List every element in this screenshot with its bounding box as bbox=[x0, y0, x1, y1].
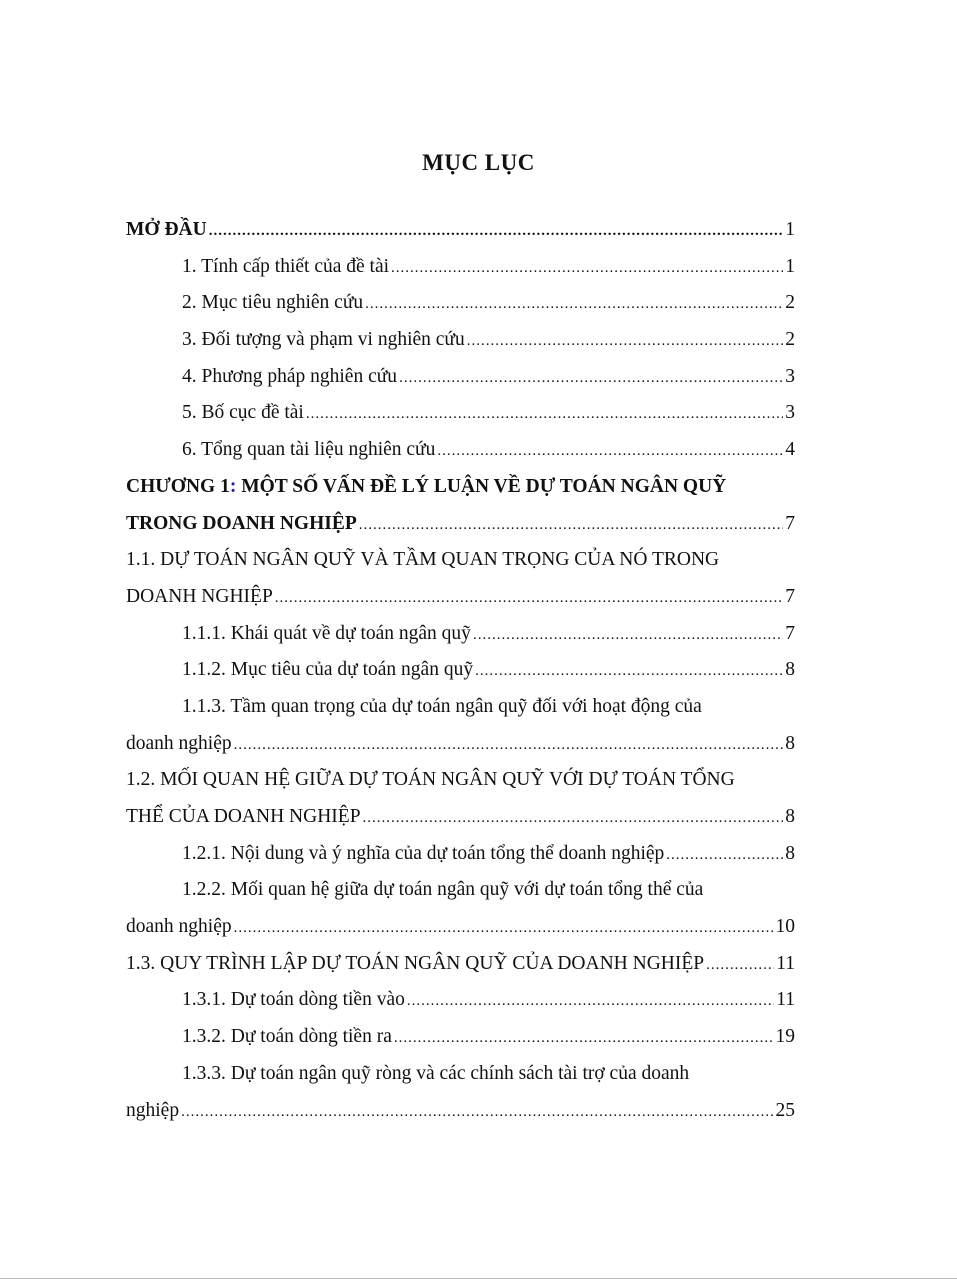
toc-leader bbox=[437, 432, 783, 470]
chapter-colon: : bbox=[229, 475, 237, 497]
toc-entry-text: 1.2.1. Nội dung và ý nghĩa của dự toán tổng thể doanh nghiệp bbox=[182, 842, 665, 864]
toc-entry[interactable] bbox=[126, 946, 795, 983]
toc-entry[interactable] bbox=[126, 212, 795, 249]
toc-entry[interactable] bbox=[126, 652, 795, 689]
page-title: MỤC LỤC bbox=[422, 150, 535, 175]
toc-page-number: 2 bbox=[785, 329, 795, 351]
toc-entry-text: 1.1.1. Khái quát về dự toán ngân quỹ bbox=[182, 622, 471, 644]
toc-entry[interactable] bbox=[126, 799, 795, 836]
toc-entry[interactable] bbox=[126, 616, 795, 653]
toc-entry-text: TRONG DOANH NGHIỆP bbox=[126, 512, 357, 534]
toc-page-number: 8 bbox=[785, 842, 795, 864]
toc-leader bbox=[399, 359, 783, 397]
toc-page-number: 7 bbox=[785, 585, 795, 607]
toc-chapter-heading[interactable] bbox=[126, 469, 795, 506]
toc-entry[interactable] bbox=[126, 322, 795, 359]
toc-entry-text: 1.1.2. Mục tiêu của dự toán ngân quỹ bbox=[182, 659, 474, 681]
toc-entry[interactable] bbox=[126, 726, 795, 763]
toc-entry-text: 6. Tổng quan tài liệu nghiên cứu bbox=[182, 439, 436, 461]
toc-entry[interactable] bbox=[126, 982, 795, 1019]
toc-page-number: 19 bbox=[775, 1026, 795, 1048]
toc-page-number: 11 bbox=[776, 989, 795, 1011]
toc-entry-wrapped[interactable] bbox=[126, 872, 795, 909]
toc-entry-wrapped[interactable] bbox=[126, 689, 795, 726]
toc-page-number: 4 bbox=[785, 439, 795, 461]
toc-page-number: 8 bbox=[785, 659, 795, 681]
toc-entry-text: doanh nghiệp bbox=[126, 732, 232, 754]
toc-entry[interactable] bbox=[126, 506, 795, 543]
toc-entry-text: 1.2. MỐI QUAN HỆ GIỮA DỰ TOÁN NGÂN QUỸ VỚI DỰ TOÁN TỔNG bbox=[126, 769, 735, 791]
toc-entry-text: THỂ CỦA DOANH NGHIỆP bbox=[126, 806, 361, 827]
toc-leader bbox=[475, 652, 783, 690]
toc-page-number: 8 bbox=[785, 732, 795, 754]
toc-entry-text: 2. Mục tiêu nghiên cứu bbox=[182, 292, 364, 314]
toc-leader bbox=[394, 1019, 774, 1057]
toc-leader bbox=[275, 579, 783, 617]
toc-leader bbox=[467, 322, 784, 360]
toc-section-heading[interactable] bbox=[126, 542, 795, 579]
toc-leader bbox=[234, 726, 784, 764]
toc-leader bbox=[209, 212, 784, 250]
page-bottom-edge bbox=[0, 1278, 957, 1279]
toc-page-number: 25 bbox=[775, 1099, 795, 1121]
toc-leader bbox=[706, 946, 774, 984]
toc-entry[interactable] bbox=[126, 836, 795, 873]
toc-page-number: 1 bbox=[785, 219, 795, 240]
toc-leader bbox=[666, 836, 783, 874]
toc-page-number: 11 bbox=[776, 952, 795, 974]
toc-page-number: 8 bbox=[785, 806, 795, 827]
toc-entry-text: doanh nghiệp bbox=[126, 916, 232, 938]
toc-page-number: 2 bbox=[785, 292, 795, 314]
toc-leader bbox=[181, 1093, 773, 1131]
toc-entry-text: 1.2.2. Mối quan hệ giữa dự toán ngân quỹ với dự toán tổng thể của bbox=[182, 879, 704, 901]
toc-entry[interactable] bbox=[126, 1093, 795, 1130]
toc-entry-text: 4. Phương pháp nghiên cứu bbox=[182, 365, 398, 387]
toc-entry-text: DOANH NGHIỆP bbox=[126, 585, 273, 607]
toc-page-number: 3 bbox=[785, 402, 795, 424]
toc-entry[interactable] bbox=[126, 909, 795, 946]
toc-leader bbox=[407, 982, 774, 1020]
toc-entry[interactable] bbox=[126, 432, 795, 469]
toc-entry[interactable] bbox=[126, 249, 795, 286]
toc-entry-text: 1.3. QUY TRÌNH LẬP DỰ TOÁN NGÂN QUỸ CỦA DOANH NGHIỆP bbox=[126, 952, 705, 974]
toc-entry[interactable] bbox=[126, 359, 795, 396]
toc-leader bbox=[363, 799, 784, 837]
toc-entry-wrapped[interactable] bbox=[126, 1056, 795, 1093]
toc-entry-text: 1.3.1. Dự toán dòng tiền vào bbox=[182, 989, 405, 1011]
toc-leader bbox=[359, 506, 783, 544]
toc-leader bbox=[365, 285, 783, 323]
toc-entry[interactable] bbox=[126, 579, 795, 616]
toc-entry-text: 1. Tính cấp thiết của đề tài bbox=[182, 255, 390, 277]
toc-page-number: 7 bbox=[785, 512, 795, 534]
toc-entry-text: 5. Bố cục đề tài bbox=[182, 402, 304, 424]
toc-entry-text: 3. Đối tượng và phạm vi nghiên cứu bbox=[182, 329, 465, 351]
toc-entry[interactable] bbox=[126, 1019, 795, 1056]
toc-entry-text: 1.1. DỰ TOÁN NGÂN QUỸ VÀ TẦM QUAN TRỌNG CỦA NÓ TRONG bbox=[126, 549, 720, 571]
toc-entry-text: 1.3.3. Dự toán ngân quỹ ròng và các chính sách tài trợ của doanh bbox=[182, 1062, 690, 1084]
toc-entry-text: 1.3.2. Dự toán dòng tiền ra bbox=[182, 1026, 392, 1048]
chapter-label: CHƯƠNG 1 bbox=[126, 475, 230, 497]
toc-section-heading[interactable] bbox=[126, 762, 795, 799]
toc-entry[interactable] bbox=[126, 285, 795, 322]
toc-entry-text: 1.1.3. Tầm quan trọng của dự toán ngân quỹ đối với hoạt động của bbox=[182, 695, 702, 717]
toc-page-number: 7 bbox=[785, 622, 795, 644]
toc-leader bbox=[391, 249, 783, 287]
toc-leader bbox=[473, 616, 783, 654]
toc-page-number: 10 bbox=[775, 916, 795, 938]
toc-entry[interactable] bbox=[126, 395, 795, 432]
toc-page-number: 1 bbox=[785, 255, 795, 277]
table-of-contents bbox=[126, 212, 795, 1129]
toc-leader bbox=[306, 395, 783, 433]
toc-leader bbox=[234, 909, 774, 947]
toc-entry-text: nghiệp bbox=[126, 1099, 180, 1121]
toc-entry-text: MỞ ĐẦU bbox=[126, 219, 207, 240]
toc-page-number: 3 bbox=[785, 365, 795, 387]
chapter-title: MỘT SỐ VẤN ĐỀ LÝ LUẬN VỀ DỰ TOÁN NGÂN QUỸ bbox=[236, 475, 727, 497]
